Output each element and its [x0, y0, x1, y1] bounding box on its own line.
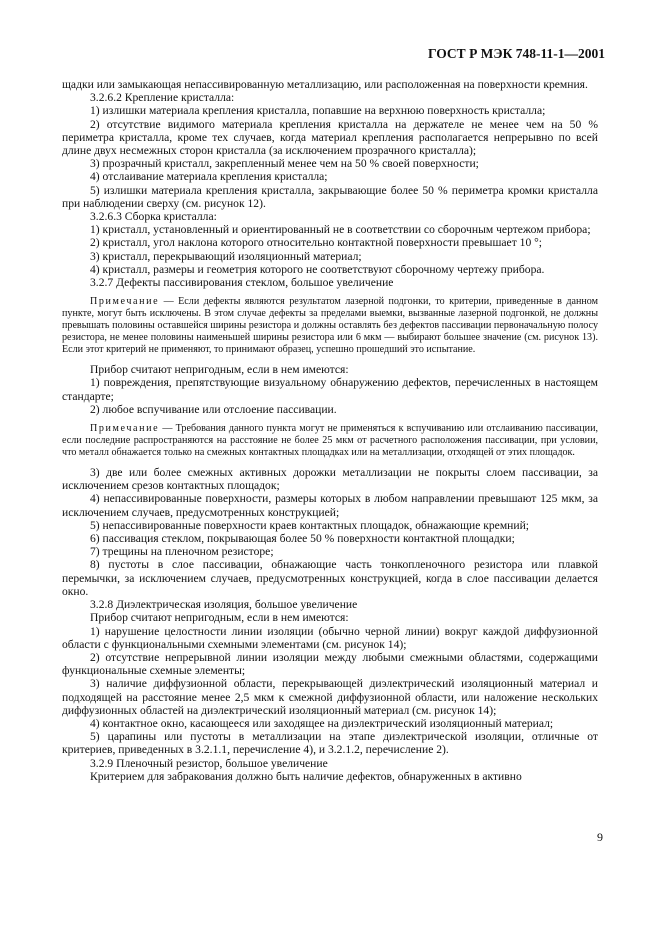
list-item: 4) отслаивание материала крепления кристалла;	[90, 170, 328, 184]
list-item: 5) непассивированные поверхности краев контактных площадок, обнажающие кремний;	[90, 518, 529, 532]
list-item: 5) излишки материала крепления кристалла, закрывающие более 50 % периметра кромки кристалла при наблюдении сверху (см. рисунок 12).	[62, 183, 598, 210]
note-label: Примечание	[90, 423, 160, 435]
note-text: — Если дефекты являются результатом лазерной подгонки, то критерии, приведенные в данном пункте, могут быть исключены. В этом случае дефекты за пределами выемки, вызванные лазерной подгонкой, не должны превышать половины оставшейся ширины резистора и должны оставлять без дефектов пассивации первоначальную полосу резистора, не менее половины наименьшей ширины резистора или 6 мкм — выбирают большее значение (см. рисунок 13). Если этот критерий не применяют, то принимают образец, успешно прошедший это испытание.	[62, 296, 598, 356]
section-heading-3-2-6-3: 3.2.6.3 Сборка кристалла:	[90, 210, 217, 224]
list-item: 1) излишки материала крепления кристалла, попавшие на верхнюю поверхность кристалла;	[90, 104, 546, 118]
list-item: 4) непассивированные поверхности, размеры которых в любом направлении превышают 125 мкм, за исключением случаев, предусмотренных конструкцией;	[62, 492, 598, 519]
list-item: 1) нарушение целостности линии изоляции (обычно черной линии) вокруг каждой диффузионной области с функциональными схемными элементами (см. рисунок 14);	[62, 624, 598, 651]
page-body	[62, 78, 598, 783]
list-item: 1) повреждения, препятствующие визуальному обнаружению дефектов, перечисленных в настоящем стандарте;	[62, 376, 598, 403]
list-item: 3) наличие диффузионной области, перекрывающей диэлектрический изоляционный материал и подходящей на расстояние менее 2,5 мкм к смежной диффузионной области, или наложение нескольких диффузионных областей на диэлектрический изоляционный материал (см. рисунок 14);	[62, 677, 598, 717]
list-item: 2) кристалл, угол наклона которого относительно контактной поверхности превышает 10 °;	[90, 236, 543, 250]
list-item: 2) отсутствие непрерывной линии изоляции между любыми смежными областями, содержащими функциональные схемные элементы;	[62, 650, 598, 678]
list-item: 8) пустоты в слое пассивации, обнажающие часть тонкопленочного резистора или плавкой перемычки, за исключением случаев, предусмотренных конструкцией, когда в слое пассивации делается окно.	[62, 558, 598, 598]
note-1	[62, 296, 598, 356]
section-heading-3-2-7: 3.2.7 Дефекты пассивирования стеклом, большое увеличение	[90, 276, 394, 290]
document-header: ГОСТ Р МЭК 748-11-1—2001	[428, 46, 605, 61]
section-heading-3-2-8: 3.2.8 Диэлектрическая изоляция, большое увеличение	[90, 598, 358, 612]
paragraph: Прибор считают непригодным, если в нем имеются:	[90, 611, 349, 625]
list-item: 4) кристалл, размеры и геометрия которого не соответствуют сборочному чертежу прибора.	[90, 262, 545, 276]
list-item: 1) кристалл, установленный и ориентированный не в соответствии со сборочным чертежом прибора;	[90, 223, 591, 237]
page-number: 9	[597, 830, 603, 844]
section-heading-3-2-6-2: 3.2.6.2 Крепление кристалла:	[90, 91, 235, 105]
list-item: 4) контактное окно, касающееся или заходящее на диэлектрический изоляционный материал;	[90, 716, 554, 730]
paragraph: Прибор считают непригодным, если в нем имеются:	[90, 363, 349, 377]
note-2	[62, 423, 598, 459]
note-text: — Требования данного пункта могут не применяться к вспучиванию или отслаиванию пассивации, если последние распространяются на расстояние не более 25 мкм от расчетного расположения пассивации, при условии, что металл обнажается только на смежных контактных площадках или на металлизации, отходящей от этих площадок.	[62, 423, 598, 459]
list-item: 6) пассивация стеклом, покрывающая более 50 % поверхности контактной площадки;	[90, 532, 515, 546]
section-heading-3-2-9: 3.2.9 Пленочный резистор, большое увеличение	[90, 756, 328, 770]
list-item: 2) отсутствие видимого материала крепления кристалла на держателе не менее чем на 50 % периметра кристалла, кроме тех случаев, когда материал крепления располагается непрерывно по всей длине двух несмежных сторон кристалла (за исключением прозрачного кристалла);	[62, 117, 598, 158]
list-item: 2) любое вспучивание или отслоение пассивации.	[90, 402, 337, 416]
list-item: 3) кристалл, перекрывающий изоляционный материал;	[90, 249, 362, 263]
list-item: 7) трещины на пленочном резисторе;	[90, 545, 274, 559]
list-item: 3) прозрачный кристалл, закрепленный менее чем на 50 % своей поверхности;	[90, 157, 479, 171]
note-label: Примечание	[90, 296, 160, 308]
list-item: 3) две или более смежных активных дорожки металлизации не покрыты слоем пассивации, за исключением срезов контактных площадок;	[62, 466, 598, 493]
list-item: 5) царапины или пустоты в металлизации на этапе диэлектрической изоляции, отличные от критериев, приведенных в 3.2.1.1, перечисление 4), и 3.2.1.2, перечисление 2).	[62, 730, 598, 757]
paragraph: щадки или замыкающая непассивированную металлизацию, или расположенная на поверхности кремния.	[62, 78, 588, 91]
paragraph: Критерием для забракования должно быть наличие дефектов, обнаруженных в активно	[90, 769, 522, 783]
